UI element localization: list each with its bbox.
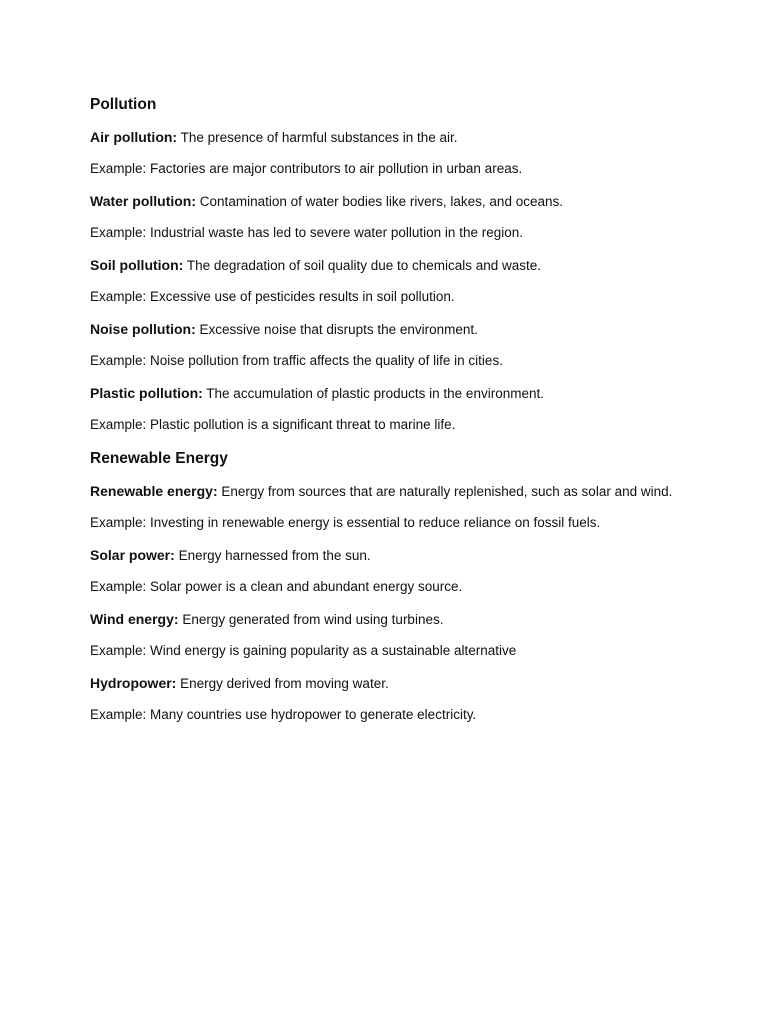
definition-line	[90, 255, 730, 275]
definition-line	[90, 673, 730, 693]
example-line: Example: Noise pollution from traffic affects the quality of life in cities.	[90, 353, 503, 368]
definition-line	[90, 319, 730, 339]
example-line: Example: Industrial waste has led to severe water pollution in the region.	[90, 225, 523, 240]
definition-line	[90, 127, 730, 147]
term: Hydropower:	[90, 675, 177, 691]
term: Wind energy:	[90, 611, 179, 627]
definition: Energy harnessed from the sun.	[178, 548, 371, 563]
definition: Contamination of water bodies like rivers, lakes, and oceans.	[199, 194, 563, 209]
term: Air pollution:	[90, 129, 178, 145]
definition: The presence of harmful substances in the air.	[180, 130, 458, 145]
definition-line	[90, 191, 730, 211]
term: Solar power:	[90, 547, 175, 563]
section-heading-renewable-energy: Renewable Energy	[90, 450, 228, 467]
definition-line	[90, 481, 730, 501]
document-page	[90, 93, 730, 737]
example-line: Example: Factories are major contributors to air pollution in urban areas.	[90, 161, 523, 176]
definition: Energy from sources that are naturally replenished, such as solar and wind.	[221, 484, 673, 499]
definition: Energy generated from wind using turbines.	[182, 612, 444, 627]
definition: The accumulation of plastic products in the environment.	[206, 386, 544, 401]
term: Soil pollution:	[90, 257, 184, 273]
term: Noise pollution:	[90, 321, 196, 337]
example-line: Example: Plastic pollution is a significant threat to marine life.	[90, 417, 456, 432]
definition-line	[90, 545, 730, 565]
definition: The degradation of soil quality due to chemicals and waste.	[186, 258, 542, 273]
example-line: Example: Investing in renewable energy is essential to reduce reliance on fossil fuels.	[90, 515, 601, 530]
example-line: Example: Many countries use hydropower to generate electricity.	[90, 707, 477, 722]
example-line: Example: Solar power is a clean and abundant energy source.	[90, 579, 463, 594]
definition: Energy derived from moving water.	[180, 676, 389, 691]
example-line: Example: Wind energy is gaining popularity as a sustainable alternative	[90, 643, 517, 658]
term: Plastic pollution:	[90, 385, 203, 401]
example-line: Example: Excessive use of pesticides results in soil pollution.	[90, 289, 455, 304]
definition-line	[90, 383, 730, 403]
term: Water pollution:	[90, 193, 197, 209]
definition-line	[90, 609, 730, 629]
section-heading-pollution: Pollution	[90, 96, 157, 113]
term: Renewable energy:	[90, 483, 218, 499]
definition: Excessive noise that disrupts the environment.	[199, 322, 478, 337]
